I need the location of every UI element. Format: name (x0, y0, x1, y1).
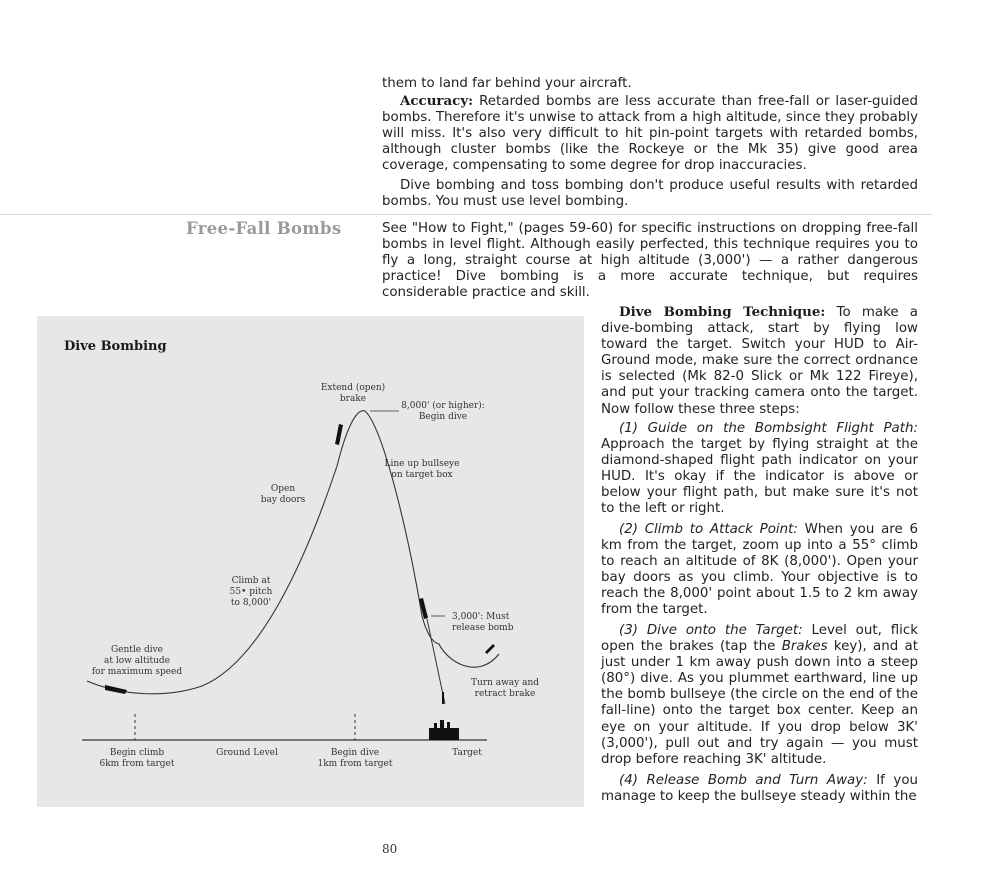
label-climb-2: 55• pitch (229, 587, 273, 597)
label-begin-climb-2: 6km from target (99, 759, 175, 769)
dive-bombing-diagram (37, 316, 584, 807)
technique-lead: Dive Bombing Technique: (619, 304, 826, 320)
free-fall-intro: See "How to Fight," (pages 59-60) for specific instructions on dropping free-fall bombs in level flight. Although easily perfected, this technique requires you to fly a long, straight course at high altitude (3,000') — a rather dangerous practice! Dive bombing is a more accurate technique, but requires considerable practice and skill. (382, 221, 918, 301)
technique-paragraph (601, 304, 918, 418)
label-ground-level: Ground Level (216, 748, 278, 758)
step-2-title: (2) Climb to Attack Point: (619, 522, 798, 537)
label-gentle-dive-2: at low altitude (104, 656, 170, 666)
label-begin-dive-alt: 8,000' (or higher): (401, 401, 485, 411)
page-number: 80 (382, 842, 398, 856)
continuation-line: them to land far behind your aircraft. (382, 76, 632, 91)
label-line-up-2: on target box (391, 470, 453, 480)
label-line-up: Line up bullseye (384, 459, 460, 469)
release-bomb-mark (442, 692, 444, 704)
label-turn-away-2: retract brake (474, 689, 536, 699)
label-open-bay: Open (270, 484, 296, 494)
aircraft-climb-icon (335, 424, 343, 445)
label-begin-dive: Begin dive (330, 748, 380, 758)
step-3-title: (3) Dive onto the Target: (619, 623, 803, 638)
section-heading: Free-Fall Bombs (186, 219, 342, 238)
step-3: (3) Dive onto the Target: Level out, flick open the brakes (tap the Brakes key), and at just under 1 km away push down into a steep (80°) dive. As you plummet earthward, line up the bomb bullseye (the circle on the end of the fall-line) onto the target box center. Keep an eye on your altitude. If you drop below 3K' (3,000'), pull out and try again — you must drop before reaching 3K' altitude. (601, 623, 918, 767)
label-gentle-dive-3: for maximum speed (91, 667, 183, 677)
step-4: (4) Release Bomb and Turn Away: If you manage to keep the bullseye steady within the (601, 773, 918, 805)
technique-text: To make a dive-bombing attack, start by flying low toward the target. Switch your HUD to Air-Ground mode, make sure the correct ordnance is selected (Mk 82-0 Slick or Mk 122 Fireye), and put your tracking camera onto the target. Now follow these three steps: (601, 305, 918, 417)
accuracy-paragraph (382, 93, 918, 174)
step-1: (1) Guide on the Bombsight Flight Path: Approach the target by flying straight at the diamond-shaped flight path indicator on your HUD. It's okay if the indicator is above or below your flight path, but make sure it's not to the left or right. (601, 421, 918, 517)
label-extend-brake: Extend (open) (320, 383, 386, 393)
step-1-title: (1) Guide on the Bombsight Flight Path: (619, 421, 918, 436)
diagram-svg (37, 316, 584, 807)
label-target: Target (452, 748, 482, 758)
aircraft-turn-icon (485, 644, 495, 654)
step-2: (2) Climb to Attack Point: When you are 6 km from the target, zoom up into a 55° climb to reach an altitude of 8K (8,000'). Open your bay doors as you climb. Your objective is to reach the 8,000' point about 1.5 to 2 km away from the target. (601, 522, 918, 618)
label-begin-dive-alt-2: Begin dive (418, 412, 468, 422)
label-begin-climb: Begin climb (109, 748, 165, 758)
label-climb-3: to 8,000' (230, 598, 272, 608)
label-open-bay-2: bay doors (260, 495, 306, 505)
aircraft-low-icon (105, 685, 127, 694)
dive-toss-paragraph: Dive bombing and toss bombing don't produce useful results with retarded bombs. You must use level bombing. (382, 178, 918, 210)
label-climb: Climb at (231, 576, 271, 586)
label-release-2: release bomb (452, 623, 514, 633)
label-turn-away: Turn away and (470, 678, 540, 688)
accuracy-text: Retarded bombs are less accurate than free-fall or laser-guided bombs. Therefore it's unwise to attack from a high altitude, since they probably will miss. It's also very difficult to hit pin-point targets with retarded bombs, although cluster bombs (like the Rockeye or the Mk 35) give good area coverage, compensating to some degree for drop inaccuracies. (382, 94, 918, 174)
label-begin-dive-2: 1km from target (317, 759, 393, 769)
step-4-title: (4) Release Bomb and Turn Away: (619, 773, 868, 788)
bomb-fall-line (427, 619, 445, 704)
section-divider (0, 214, 932, 215)
diagram-title: Dive Bombing (64, 339, 167, 354)
target-icon (429, 720, 459, 740)
label-extend-brake-2: brake (339, 394, 367, 404)
brakes-key: Brakes (781, 639, 828, 655)
label-gentle-dive: Gentle dive (110, 645, 164, 655)
label-release: 3,000': Must (452, 612, 510, 622)
accuracy-lead: Accuracy: (400, 93, 474, 109)
